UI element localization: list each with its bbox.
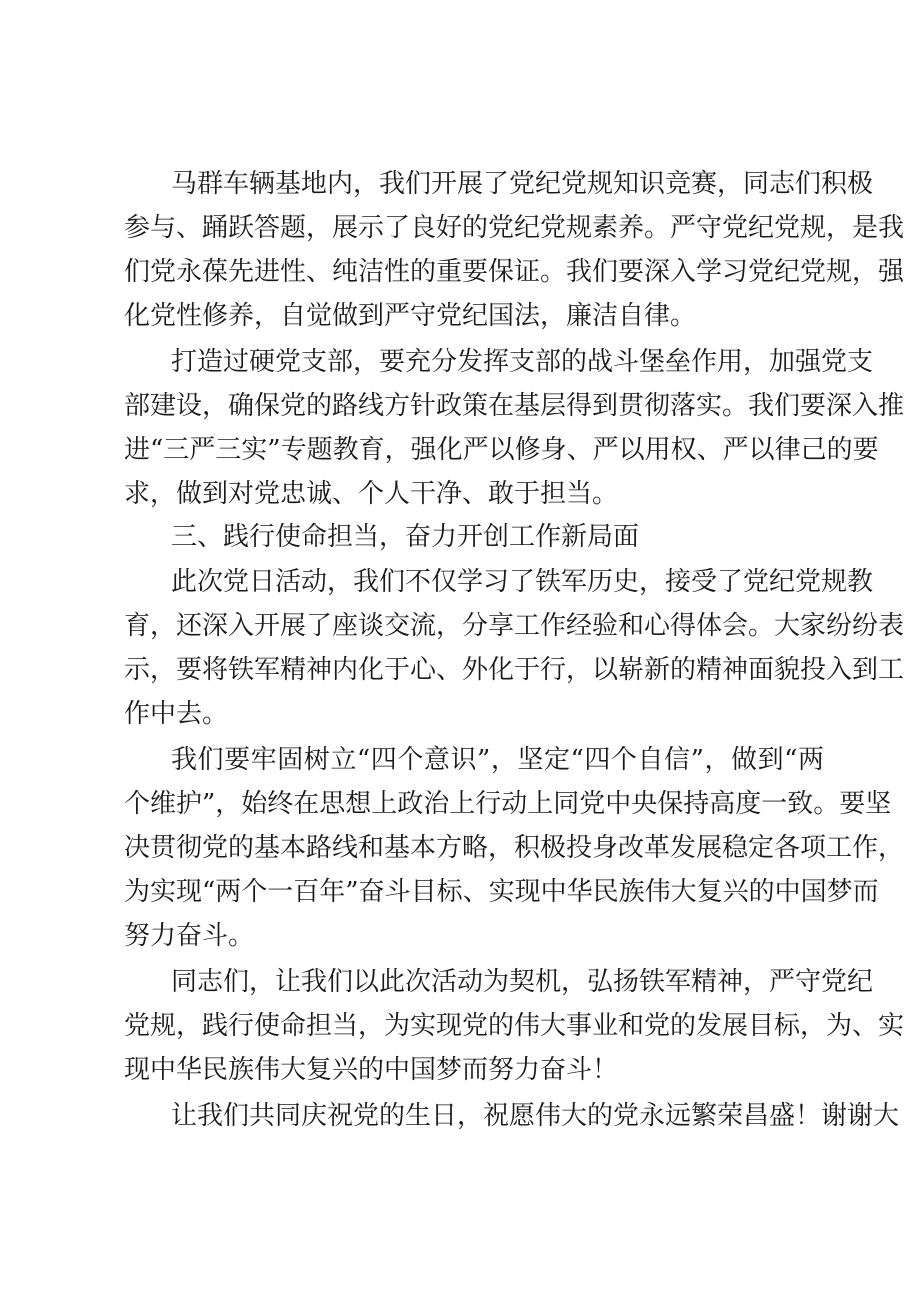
paragraph-3-line-1: 此次党日活动，我们不仅学习了铁军历史，接受了党纪党规教 <box>171 567 874 597</box>
paragraph-4-line-2: 个维护”，始终在思想上政治上行动上同党中央保持高度一致。要坚 <box>124 789 892 819</box>
paragraph-3-line-3: 示，要将铁军精神内化于心、外化于行，以崭新的精神面貌投入到工 <box>124 655 905 685</box>
section-heading: 三、践行使命担当，奋力开创工作新局面 <box>171 522 640 552</box>
paragraph-5-line-2: 党规，践行使命担当，为实现党的伟大事业和党的发展目标，为、实 <box>124 1011 905 1041</box>
paragraph-5-line-3: 现中华民族伟大复兴的中国梦而努力奋斗！ <box>124 1055 619 1085</box>
paragraph-2-line-1: 打造过硬党支部，要充分发挥支部的战斗堡垒作用，加强党支 <box>171 347 874 377</box>
paragraph-4-line-5: 努力奋斗。 <box>124 921 255 951</box>
paragraph-2-line-2: 部建设，确保党的路线方针政策在基层得到贯彻落实。我们要深入推 <box>124 391 905 421</box>
paragraph-1-line-1: 马群车辆基地内，我们开展了党纪党规知识竞赛，同志们积极 <box>171 169 874 199</box>
paragraph-1-line-4: 化党性修养，自觉做到严守党纪国法，廉洁自律。 <box>124 301 697 331</box>
paragraph-4-line-4: 为实现“两个一百年”奋斗目标、实现中华民族伟大复兴的中国梦而 <box>124 877 879 907</box>
paragraph-2-line-3: 进“三严三实”专题教育，强化严以修身、严以用权、严以律己的要 <box>124 435 879 465</box>
paragraph-1-line-2: 参与、踊跃答题，展示了良好的党纪党规素养。严守党纪党规，是我 <box>124 213 905 243</box>
paragraph-4-line-3: 决贯彻党的基本路线和基本方略，积极投身改革发展稳定各项工作， <box>124 833 905 863</box>
paragraph-3-line-2: 育，还深入开展了座谈交流，分享工作经验和心得体会。大家纷纷表 <box>124 611 905 641</box>
paragraph-3-line-4: 作中去。 <box>124 699 229 729</box>
paragraph-6-line-1: 让我们共同庆祝党的生日，祝愿伟大的党永远繁荣昌盛！谢谢大 <box>171 1101 900 1131</box>
paragraph-5-line-1: 同志们，让我们以此次活动为契机，弘扬铁军精神，严守党纪 <box>171 967 874 997</box>
paragraph-2-line-4: 求，做到对党忠诚、个人干净、敢于担当。 <box>124 479 619 509</box>
paragraph-4-line-1: 我们要牢固树立“四个意识”，坚定“四个自信”，做到“两 <box>171 745 824 775</box>
paragraph-1-line-3: 们党永葆先进性、纯洁性的重要保证。我们要深入学习党纪党规，强 <box>124 257 905 287</box>
